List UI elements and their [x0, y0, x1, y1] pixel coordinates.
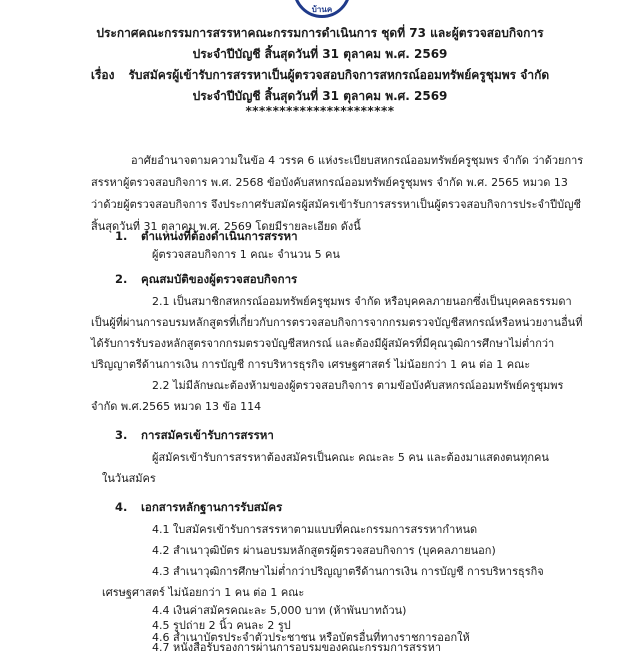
section-title: คุณสมบัติของผู้ตรวจสอบกิจการ: [141, 272, 298, 286]
section-4-line: 4.6 สำเนาบัตรประจำตัวประชาชน หรือบัตรอื่นที่ทางราชการออกให้: [152, 631, 470, 644]
section-4-line: 4.1 ใบสมัครเข้ารับการสรรหาตามแบบที่คณะกรรมการสรรหากำหนด: [152, 523, 478, 536]
section-3-line: ในวันสมัคร: [102, 472, 156, 485]
section-1-heading: [115, 228, 298, 246]
seal-area: [0, 0, 640, 22]
section-title: การสมัครเข้ารับการสรรหา: [141, 428, 274, 442]
subject-label: เรื่อง: [90, 68, 115, 82]
section-4-line: เศรษฐศาสตร์ ไม่น้อยกว่า 1 คน ต่อ 1 คณะ: [102, 586, 305, 599]
announcement-subject: [0, 66, 640, 85]
section-4-line: 4.4 เงินค่าสมัครคณะละ 5,000 บาท (ห้าพันบาทถ้วน): [152, 604, 407, 617]
section-2-line: จำกัด พ.ศ.2565 หมวด 13 ข้อ 114: [91, 400, 262, 413]
section-title: เอกสารหลักฐานการรับสมัคร: [141, 500, 283, 514]
subject-text: รับสมัครผู้เข้ารับการสรรหาเป็นผู้ตรวจสอบกิจการสหกรณ์ออมทรัพย์ครูชุมพร จำกัด: [128, 68, 550, 82]
section-title: ตำแหน่งที่ต้องดำเนินการสรรหา: [141, 229, 298, 243]
announcement-title-line2: ประจำปีบัญชี สิ้นสุดวันที่ 31 ตุลาคม พ.ศ. 2569: [192, 47, 448, 61]
section-number: 2.: [115, 272, 128, 286]
section-3-line: ผู้สมัครเข้ารับการสรรหาต้องสมัครเป็นคณะ คณะละ 5 คน และต้องมาแสดงตนทุกคน: [152, 451, 549, 464]
section-2-line: 2.2 ไม่มีลักษณะต้องห้ามของผู้ตรวจสอบกิจการ ตามข้อบังคับสหกรณ์ออมทรัพย์ครูชุมพร: [152, 379, 564, 392]
section-4-line: 4.7 หนังสือรับรองการผ่านการอบรมของคณะกรรมการสรรหา: [152, 641, 442, 654]
announcement-subject-line2: ประจำปีบัญชี สิ้นสุดวันที่ 31 ตุลาคม พ.ศ. 2569: [192, 89, 448, 103]
announcement-title-line1: ประกาศคณะกรรมการสรรหาคณะกรรมการดำเนินการ ชุดที่ 73 และผู้ตรวจสอบกิจการ: [96, 26, 544, 40]
section-2-line: เป็นผู้ที่ผ่านการอบรมหลักสูตรที่เกี่ยวกับการตรวจสอบกิจการจากกรมตรวจบัญชีสหกรณ์หรือหน่วยงานอื่นที่: [91, 316, 583, 329]
section-4-line: 4.3 สำเนาวุฒิการศึกษาไม่ต่ำกว่าปริญญาตรีด้านการเงิน การบัญชี การบริหารธุรกิจ: [152, 565, 544, 578]
section-2-line: ได้รับการรับรองหลักสูตรจากกรมตรวจบัญชีสหกรณ์ และต้องมีผู้สมัครที่มีคุณวุฒิการศึกษาไม่ต่ำกว่า: [91, 337, 555, 350]
section-3-heading: [115, 427, 274, 445]
section-number: 1.: [115, 229, 128, 243]
intro-line: ว่าด้วยผู้ตรวจสอบกิจการ จึงประกาศรับสมัครผู้สมัครเข้ารับการสรรหาเป็นผู้ตรวจสอบกิจการประจำปีบัญชี: [91, 198, 581, 211]
section-4-line: 4.5 รูปถ่าย 2 นิ้ว คนละ 2 รูป: [152, 619, 291, 632]
intro-paragraph: [91, 150, 621, 238]
intro-line: อาศัยอำนาจตามความในข้อ 4 วรรค 6 แห่งระเบียบสหกรณ์ออมทรัพย์ครูชุมพร จำกัด ว่าด้วยการ: [131, 154, 584, 167]
section-number: 4.: [115, 500, 128, 514]
cooperative-seal-logo: [293, 0, 351, 18]
section-1-line: ผู้ตรวจสอบกิจการ 1 คณะ จำนวน 5 คน: [152, 248, 340, 261]
separator-stars: **********************: [245, 104, 395, 118]
seal-text: บ้านค: [311, 5, 333, 14]
section-4-heading: [115, 499, 282, 517]
section-number: 3.: [115, 428, 128, 442]
section-2-line: 2.1 เป็นสมาชิกสหกรณ์ออมทรัพย์ครูชุมพร จำกัด หรือบุคคลภายนอกซึ่งเป็นบุคคลธรรมดา: [152, 295, 572, 308]
intro-line: สิ้นสุดวันที่ 31 ตุลาคม พ.ศ. 2569 โดยมีรายละเอียด ดังนี้: [91, 220, 361, 233]
section-2-heading: [115, 271, 297, 289]
intro-line: สรรหาผู้ตรวจสอบกิจการ พ.ศ. 2568 ข้อบังคับสหกรณ์ออมทรัพย์ครูชุมพร จำกัด พ.ศ. 2565 หมวด 13: [91, 176, 568, 189]
section-2-line: ปริญญาตรีด้านการเงิน การบัญชี การบริหารธุรกิจ เศรษฐศาสตร์ ไม่น้อยกว่า 1 คน ต่อ 1 คณะ: [91, 358, 531, 371]
section-4-line: 4.2 สำเนาวุฒิบัตร ผ่านอบรมหลักสูตรผู้ตรวจสอบกิจการ (บุคคลภายนอก): [152, 544, 496, 557]
